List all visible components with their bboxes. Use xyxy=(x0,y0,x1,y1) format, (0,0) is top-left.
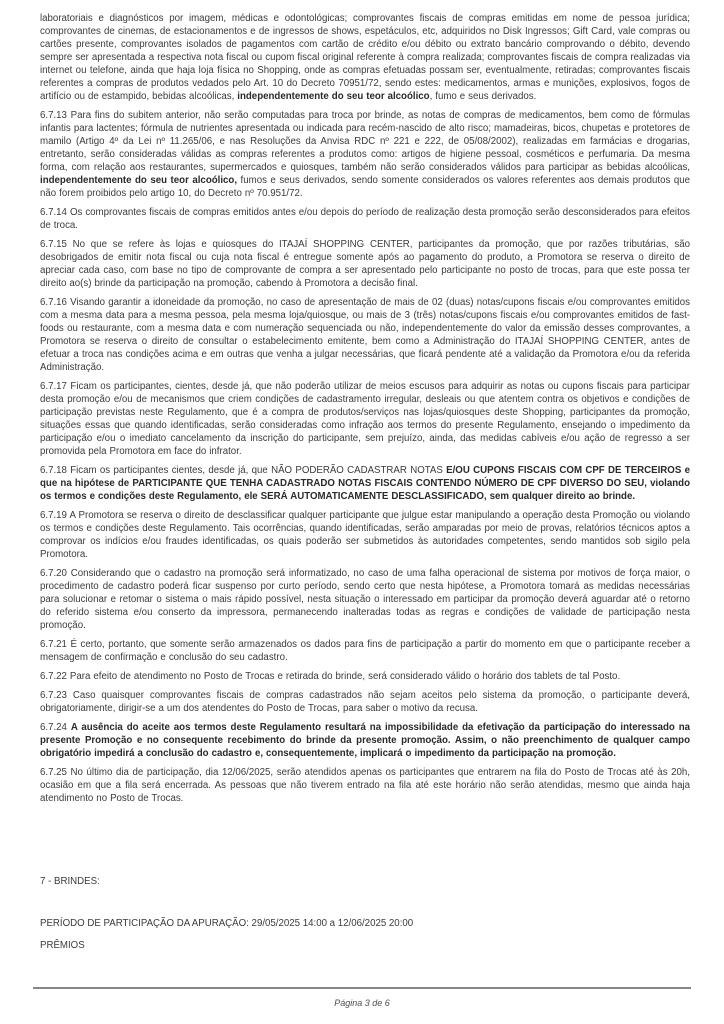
text-run: 6.7.18 Ficam os participantes cientes, desde já, que NÃO PODERÃO CADASTRAR NOTAS xyxy=(40,465,447,476)
paragraph-6-7-25 xyxy=(40,766,690,805)
text-run: 6.7.14 Os comprovantes fiscais de compras emitidos antes e/ou depois do período de realização desta promoção serão desconsiderados para efeitos de troca. xyxy=(40,207,690,231)
text-run: 6.7.15 No que se refere às lojas e quiosques do ITAJAÍ SHOPPING CENTER, participantes da promoção, que por razões tributárias, são desobrigados de emitir nota fiscal ou cuja nota fiscal é entregue somente após ao pagamento do produto, a Promotora se reserva o direito de apreciar cada caso, com base no tipo de comprovante de compra a ser apresentado pelo participante no posto de trocas, para que este possa ter direito ao(s) brinde da participação na promoção, cabendo à Promotora a decisão final. xyxy=(40,239,690,289)
bold-text-run: independentemente do seu teor alcoólico, xyxy=(40,175,238,186)
paragraph-6-7-24 xyxy=(40,721,690,760)
page-number: Página 3 de 6 xyxy=(334,998,390,1008)
footer-divider xyxy=(33,987,691,989)
paragraph-6-7-14 xyxy=(40,206,690,232)
text-run: 6.7.17 Ficam os participantes, cientes, desde já, que não poderão utilizar de meios escusos para adquirir as notas ou cupons fiscais para participar desta promoção e/ou de mecanismos que criem condições de cadastramento irregular, desleais ou que atentem contra os objetivos e condições de participação previstas neste Regulamento, que é a compra de produtos/serviços nas lojas/quiosques deste Shopping, participantes da promoção, situações essas que quando identificadas, serão consideradas como infração aos termos do presente Regulamento, ensejando o impedimento da participação e/ou o imediato cancelamento da inscrição do participante, sem prejuízo, ainda, das medidas cabíveis e/ou ação de regresso a ser promovida pela Promotora em face do infrator. xyxy=(40,381,690,457)
paragraph-6-7-17 xyxy=(40,380,690,458)
text-run: fumos e seus derivados, sendo somente considerados os valores referentes aos demais produtos que não forem proibidos pelo artigo 10, do Decreto nº 70.951/72. xyxy=(40,175,691,199)
text-run: 6.7.16 Visando garantir a idoneidade da promoção, no caso de apresentação de mais de 02 (duas) notas/cupons fiscais e/ou comprovantes emitidos com a mesma data para a mesma pessoa, pela mesma loja/quiosque, ou mais de 3 (três) notas/cupons fiscais e/ou comprovantes emitidos de fast-foods ou restaurante, com a mesma data e com numeração sequenciada ou não, independentemente do valor da emissão desses comprovantes, a Promotora se reserva o direito de consultar o estabelecimento emitente, bem como a Administração do ITAJAÍ SHOPPING CENTER, antes de efetuar a troca nas condições acima e em outras que venha a julgar necessárias, que ficará pendente até a validação da Promotora e/ou da referida Administração. xyxy=(40,297,690,373)
paragraph-6-7-23 xyxy=(40,689,690,715)
text-run: 6.7.13 Para fins do subitem anterior, não serão computadas para troca por brinde, as notas de compras de medicamentos, bem como de fórmulas infantis para lactentes; fórmula de nutrientes apresentada ou indicada para recém-nascido de alto risco; mamadeiras, bicos, chupetas e protetores de mamilo (Artigo 4º da Lei nº 11.265/06, e nas Resoluções da Anvisa RDC nº 221 e 222, de 05/08/2002), realizadas em farmácias e drogarias, entretanto, serão consideradas válidas as compras referentes a produtos como: artigos de higiene pessoal, cosméticos e perfumaria. Da mesma forma, com relação aos restaurantes, supermercados e quiosques, também não serão considerados válidos para participar as bebidas alcoólicas, xyxy=(40,110,690,173)
section-heading-brindes: 7 - BRINDES: xyxy=(40,876,100,887)
text-run: 6.7.21 É certo, portanto, que somente serão armazenados os dados para fins de participação a partir do momento em que o participante receber a mensagem de confirmação e conclusão do seu cadastro. xyxy=(40,639,690,663)
paragraph-6-7-13 xyxy=(40,109,690,200)
paragraph-6-7-18 xyxy=(40,464,690,503)
regulation-body-text xyxy=(40,12,690,811)
text-run: 6.7.20 Considerando que o cadastro na promoção será informatizado, no caso de uma falha operacional de sistema por motivos de força maior, o procedimento de cadastro poderá ficar suspenso por curto período, sendo certo que nesta hipótese, a Promotora tomará as medidas necessárias para solucionar e retomar o sistema o mais rápido possível, nesta situação o interessado em participar da promoção deverá aguardar até o retorno do referido sistema e/ou conserto da impressora, permanecendo inalteradas todas as regras e condições de validade de participação nesta promoção. xyxy=(40,568,690,631)
paragraph-6-7-22 xyxy=(40,670,690,683)
paragraph-6-7-21 xyxy=(40,638,690,664)
paragraph-6-7-19 xyxy=(40,509,690,561)
text-run: , fumo e seus derivados. xyxy=(429,91,537,102)
paragraph-6-7-12-continuation xyxy=(40,12,690,103)
premios-line: PRÊMIOS xyxy=(40,940,85,951)
paragraph-6-7-20 xyxy=(40,567,690,632)
paragraph-6-7-15 xyxy=(40,238,690,290)
text-run: 6.7.23 Caso quaisquer comprovantes fiscais de compras cadastrados não sejam aceitos pelo sistema da promoção, o participante deverá, obrigatoriamente, dirigir-se a um dos atendentes do Posto de Trocas, para saber o motivo da recusa. xyxy=(40,690,690,714)
text-run: 6.7.24 xyxy=(40,722,71,733)
text-run: 6.7.25 No último dia de participação, dia 12/06/2025, serão atendidos apenas os participantes que entrarem na fila do Posto de Trocas até às 20h, ocasião em que a fila será encerrada. As pessoas que não tiverem entrado na fila até este horário não serão atendidas, mesmo que ainda haja atendimento no Posto de Trocas. xyxy=(40,767,690,804)
bold-text-run: E/OU CUPONS FISCAIS COM CPF DE TERCEIROS e que na hipótese de PARTICIPANTE QUE TENHA CADASTRADO NOTAS FISCAIS CONTENDO NÚMERO DE CPF DIVERSO DO SEU, violando os termos e condições deste Regulamento, ele SERÁ AUTOMATICAMENTE DESCLASSIFICADO, sem qualquer direito ao brinde. xyxy=(40,465,690,502)
bold-text-run: independentemente do seu teor alcoólico xyxy=(237,91,430,102)
paragraph-6-7-16 xyxy=(40,296,690,374)
text-run: laboratoriais e diagnósticos por imagem, médicas e odontológicas; comprovantes fiscais de compras emitidas em nome de pessoa jurídica; comprovantes de cinemas, de estacionamentos e de ingressos de shows, espetáculos, etc, adquiridos no Disk Ingressos; Gift Card, vale compras ou cartões presente, comprovantes isolados de pagamentos com cartão de crédito e/ou débito ou extrato bancário comprovando o débito, devendo sempre ser apresentada a respectiva nota fiscal ou cupom fiscal original referente à compra realizada; comprovantes fiscais de compra realizadas via internet ou telefone, ainda que haja loja física no Shopping, onde as compras efetuadas possam ser, eventualmente, retiradas; comprovantes fiscais referentes a compras de produtos vedados pelo Art. 10 do Decreto 70951/72, sendo estes: medicamentos, armas e munições, explosivos, fogos de artifício ou de estampido, bebidas alcoólicas, xyxy=(40,13,690,102)
text-run: 6.7.19 A Promotora se reserva o direito de desclassificar qualquer participante que julgue estar manipulando a operação desta Promoção ou violando os termos e condições deste Regulamento. Tais ocorrências, quando identificadas, serão amparadas por meio de provas, relatórios técnicos aptos a comprovar os indícios e/ou fraudes identificadas, os quais poderão ser submetidos às autoridades competentes, sendo mantidos sob sigilo pela Promotora. xyxy=(40,510,690,560)
bold-text-run: A ausência do aceite aos termos deste Regulamento resultará na impossibilidade da efetivação da participação do interessado na presente Promoção e no consequente recebimento do brinde da presente promoção. Assim, o não preenchimento de qualquer campo obrigatório impedirá a conclusão do cadastro e, consequentemente, implicará o impedimento da participação na promoção. xyxy=(40,722,690,759)
participation-period-line: PERÍODO DE PARTICIPAÇÃO DA APURAÇÃO: 29/05/2025 14:00 a 12/06/2025 20:00 xyxy=(40,918,414,929)
text-run: 6.7.22 Para efeito de atendimento no Posto de Trocas e retirada do brinde, será considerado válido o horário dos tablets de tal Posto. xyxy=(40,671,621,682)
